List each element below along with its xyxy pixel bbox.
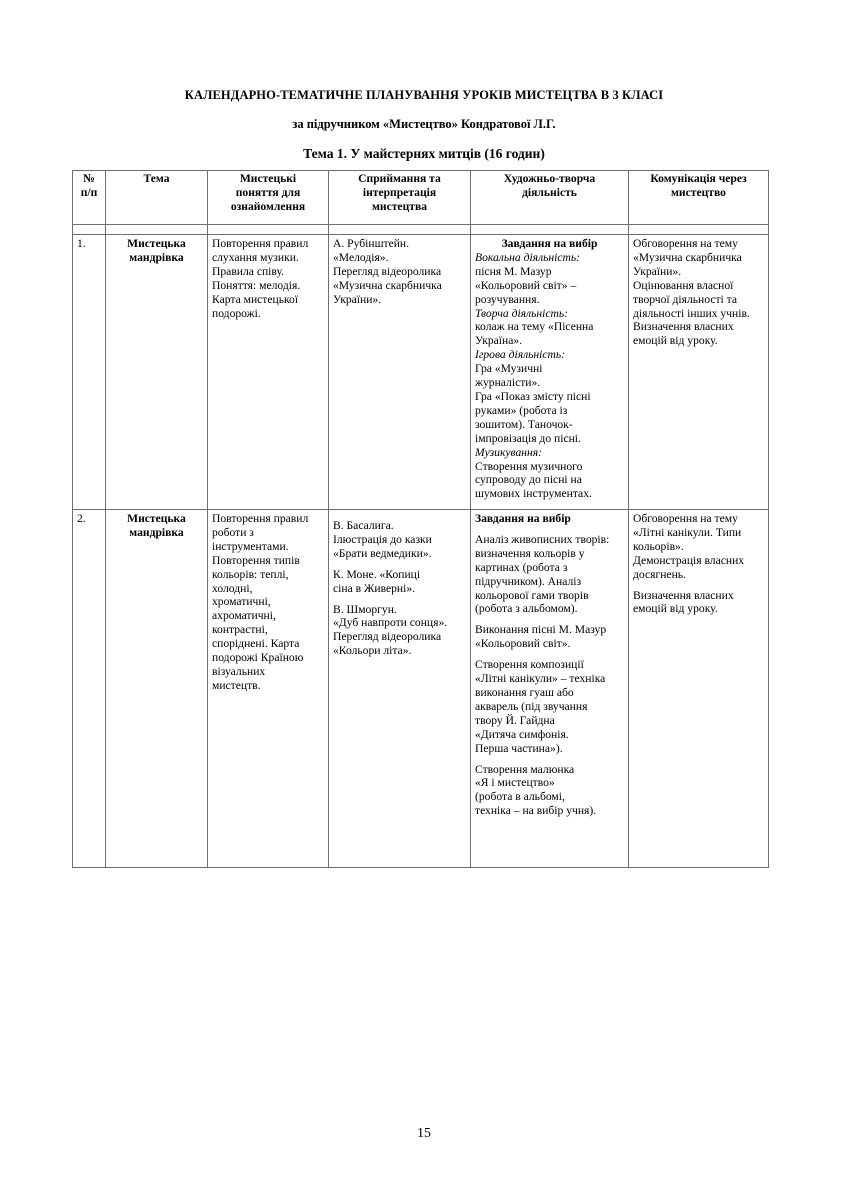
document-title: КАЛЕНДАРНО-ТЕМАТИЧНЕ ПЛАНУВАННЯ УРОКІВ МИСТЕЦТВА В 3 КЛАСІ (184, 88, 664, 102)
header-perception (329, 171, 471, 225)
text-line: Карта мистецької (212, 292, 299, 306)
vocal-activity-label: Вокальна діяльність: (475, 250, 581, 264)
text-line: Створення композиції (475, 658, 584, 672)
row-concepts (208, 510, 329, 868)
text-line: досягнень. (633, 567, 686, 581)
text-line: роботи з (212, 525, 254, 539)
text-line: Оцінювання власної (633, 278, 734, 292)
text-line: «Кольоровий світ» – (475, 278, 577, 292)
text-line: Перегляд відеоролика (333, 630, 442, 644)
text-line: Створення музичного (475, 459, 583, 473)
activity-item (475, 533, 624, 616)
activity-item (475, 658, 624, 755)
text-line: мистецтв. (212, 678, 261, 692)
text-line: інтерпретація (362, 185, 437, 199)
text-line: Мистецька (127, 512, 186, 525)
text-line: кольорів: теплі, (212, 567, 289, 581)
text-line: поняття для (235, 185, 301, 199)
text-line: картинах (робота з (475, 560, 568, 574)
text-line: колаж на тему «Пісенна (475, 320, 594, 334)
page-number: 15 (417, 1126, 431, 1141)
text-line: визначення кольорів у (475, 546, 585, 560)
text-line: твору Й. Гайдна (475, 713, 555, 727)
text-line: (робота з альбомом). (475, 602, 578, 616)
text-line: «Музична скарбничка (333, 278, 442, 292)
text-line: емоцій від уроку. (633, 602, 718, 616)
text-line: підручником). Аналіз (475, 574, 582, 588)
text-line: сіна в Живерні». (333, 581, 416, 595)
text-line: К. Моне. «Копиці (333, 567, 421, 581)
text-line: супроводу до пісні на (475, 473, 582, 487)
text-line: виконання гуаш або (475, 685, 574, 699)
row-perception (329, 510, 471, 868)
text-line: творчої діяльності та (633, 292, 738, 306)
text-line: руками» (робота із (475, 403, 568, 417)
text-line: Ілюстрація до казки (333, 532, 432, 546)
text-line: Повторення типів (212, 553, 300, 567)
text-line: розучування. (475, 292, 540, 306)
text-line: «Дитяча симфонія. (475, 727, 569, 741)
header-concepts (208, 171, 329, 225)
text-line: п/п (80, 185, 98, 199)
row-activity (471, 235, 629, 510)
row-theme (106, 510, 208, 868)
text-line: подорожі Країною (212, 651, 304, 665)
perception-item (333, 519, 466, 561)
table-header-row (73, 171, 769, 225)
text-line: акварель (під звучання (475, 699, 588, 713)
music-activity-text (475, 460, 624, 502)
row-perception (329, 235, 471, 510)
text-line: Перша частина»). (475, 741, 563, 755)
text-line: Повторення правил (212, 512, 309, 525)
text-line: № (83, 172, 95, 185)
text-line: Демонстрація власних (633, 553, 745, 567)
table-row (73, 235, 769, 510)
text-line: мандрівка (129, 525, 184, 539)
text-line: Мистецька (127, 237, 186, 250)
text-line: «Брати ведмедики». (333, 546, 432, 560)
table-spacer-row (73, 225, 769, 235)
text-line: холодні, (212, 581, 253, 595)
communication-item (633, 512, 764, 582)
text-line: мистецтва (372, 199, 427, 213)
header-number (73, 171, 106, 225)
text-line: кольорової гами творів (475, 588, 589, 602)
activity-item (475, 623, 624, 651)
text-line: Перегляд відеоролика (333, 264, 442, 278)
text-line: «Мелодія». (333, 250, 389, 264)
text-line: техніка – на вибір учня). (475, 804, 597, 818)
perception-item (333, 568, 466, 596)
text-line: Художньо-творча (503, 172, 596, 185)
text-line: діяльність (522, 185, 577, 199)
text-line: «Літні канікули» – техніка (475, 672, 606, 686)
text-line: України». (633, 264, 682, 278)
text-line: А. Рубінштейн. (333, 237, 410, 250)
text-line: Визначення власних (633, 320, 734, 334)
text-line: споріднені. Карта (212, 637, 300, 651)
text-line: «Кольоровий світ». (475, 637, 571, 651)
text-line: «Я і мистецтво» (475, 776, 555, 790)
creative-activity-label: Творча діяльність: (475, 306, 569, 320)
text-line: Комунікація через (650, 172, 747, 185)
table-row (73, 510, 769, 868)
text-line: «Музична скарбничка (633, 250, 742, 264)
text-line: пісня М. Мазур (475, 264, 552, 278)
text-line: Створення малюнка (475, 762, 575, 776)
text-line: імпровізація до пісні. (475, 431, 581, 445)
text-line: Гра «Показ змісту пісні (475, 389, 591, 403)
document-subtitle: за підручником «Мистецтво» Кондратової Л.Г. (292, 117, 556, 131)
text-line: ахроматичні, (212, 609, 276, 623)
row-communication (629, 510, 769, 868)
activity-item (475, 763, 624, 819)
row-number: 2. (73, 510, 106, 868)
text-line: Визначення власних (633, 588, 734, 602)
game-activity-label: Ігрова діяльність: (475, 348, 566, 362)
creative-activity-text (475, 320, 624, 348)
row-activity (471, 510, 629, 868)
row-concepts (208, 235, 329, 510)
text-line: Обговорення на тему (633, 512, 738, 525)
game-activity-text (475, 362, 624, 445)
text-line: Гра «Музичні (475, 362, 543, 376)
text-line: Повторення правил (212, 237, 309, 250)
text-line: інструментами. (212, 539, 289, 553)
text-line: Україна». (475, 334, 523, 348)
text-line: мандрівка (129, 250, 184, 264)
topic-heading: Тема 1. У майстернях митців (16 годин) (303, 146, 545, 161)
text-line: слухання музики. (212, 250, 299, 264)
text-line: контрастні, (212, 623, 268, 637)
header-communication (629, 171, 769, 225)
text-line: Правила співу. (212, 264, 285, 278)
text-line: діяльності інших учнів. (633, 306, 750, 320)
text-line: В. Шморгун. (333, 602, 397, 616)
text-line: Аналіз живописних творів: (475, 532, 610, 546)
perception-item (333, 603, 466, 659)
task-choice-heading: Завдання на вибір (475, 512, 571, 525)
text-line: ознайомлення (230, 199, 306, 213)
vocal-activity-text (475, 265, 624, 307)
text-line: Сприймання та (358, 172, 441, 185)
text-line: зошитом). Таночок- (475, 417, 573, 431)
text-line: візуальних (212, 664, 266, 678)
text-line: Мистецькі (239, 172, 297, 185)
communication-item (633, 589, 764, 617)
text-line: (робота в альбомі, (475, 790, 565, 804)
text-line: «Кольори літа». (333, 644, 412, 658)
row-theme (106, 235, 208, 510)
text-line: Поняття: мелодія. (212, 278, 301, 292)
row-communication (629, 235, 769, 510)
lesson-plan-table (72, 170, 769, 868)
text-line: журналісти». (475, 376, 541, 390)
text-line: подорожі. (212, 306, 261, 320)
text-line: Обговорення на тему (633, 237, 738, 250)
text-line: В. Басалига. (333, 519, 394, 532)
music-activity-label: Музикування: (475, 445, 543, 459)
text-line: кольорів». (633, 539, 684, 553)
text-line: України». (333, 292, 382, 306)
text-line: шумових інструментах. (475, 487, 592, 501)
text-line: Виконання пісні М. Мазур (475, 623, 607, 637)
header-theme: Тема (106, 171, 208, 225)
header-activity (471, 171, 629, 225)
text-line: емоцій від уроку. (633, 334, 718, 348)
text-line: хроматичні, (212, 595, 271, 609)
text-line: «Літні канікули. Типи (633, 525, 742, 539)
row-number: 1. (73, 235, 106, 510)
text-line: мистецтво (671, 185, 726, 199)
text-line: «Дуб навпроти сонця». (333, 616, 448, 630)
task-choice-heading: Завдання на вибір (501, 237, 598, 250)
